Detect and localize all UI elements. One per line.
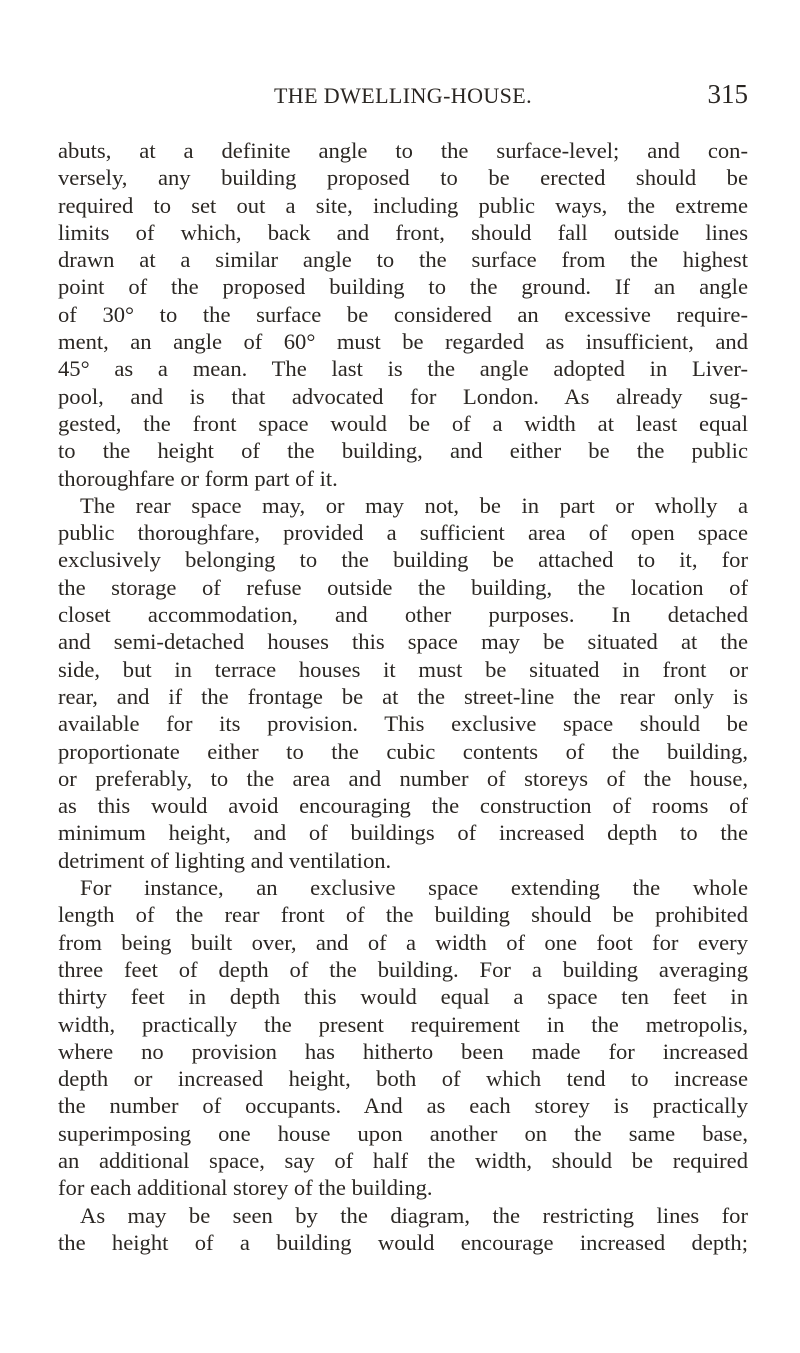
text-line: width, practically the present requirement in the metropolis, — [58, 1011, 748, 1037]
text-line: length of the rear front of the building should be prohibited — [58, 902, 748, 928]
text-line: versely, any building proposed to be erected should be — [58, 165, 748, 191]
text-line: As may be seen by the diagram, the restricting lines for — [80, 1202, 748, 1228]
text-line: 45° as a mean. The last is the angle adopted in Liver- — [58, 356, 748, 382]
paragraph — [58, 137, 748, 492]
text-line: the storage of refuse outside the building, the location of — [58, 574, 748, 600]
text-line: or preferably, to the area and number of storeys of the house, — [58, 765, 748, 791]
running-head — [58, 79, 748, 113]
text-line: an additional space, say of half the width, should be required — [58, 1147, 748, 1173]
text-line: pool, and is that advocated for London. As already sug- — [58, 383, 748, 409]
text-line: closet accommodation, and other purposes. In detached — [58, 602, 748, 628]
text-line: abuts, at a definite angle to the surface-level; and con- — [58, 138, 748, 163]
text-line: the height of a building would encourage increased depth; — [58, 1229, 748, 1255]
paragraph — [58, 492, 748, 874]
body-text — [58, 137, 748, 1256]
paragraph — [58, 1202, 748, 1257]
text-line: detriment of lighting and ventilation. — [58, 847, 392, 873]
page-number: 315 — [707, 79, 748, 109]
text-line: minimum height, and of buildings of increased depth to the — [58, 820, 748, 846]
text-line: The rear space may, or may not, be in part or wholly a — [80, 492, 748, 518]
text-line: proportionate either to the cubic contents of the building, — [58, 738, 748, 764]
text-line: where no provision has hitherto been made for increased — [58, 1038, 748, 1064]
text-line: to the height of the building, and either be the public — [58, 438, 748, 464]
text-line: of 30° to the surface be considered an excessive require- — [58, 301, 748, 327]
text-line: required to set out a site, including public ways, the extreme — [58, 192, 748, 218]
text-line: limits of which, back and front, should fall outside lines — [58, 219, 748, 245]
text-line: point of the proposed building to the ground. If an angle — [58, 274, 748, 300]
text-line: rear, and if the frontage be at the street-line the rear only is — [58, 683, 748, 709]
text-line: the number of occupants. And as each storey is practically — [58, 1093, 748, 1119]
text-line: public thoroughfare, provided a sufficient area of open space — [58, 520, 748, 546]
text-line: for each additional storey of the building. — [58, 1175, 433, 1201]
text-line: gested, the front space would be of a width at least equal — [58, 410, 748, 436]
text-line: three feet of depth of the building. For a building averaging — [58, 956, 748, 982]
text-line: exclusively belonging to the building be attached to it, for — [58, 547, 748, 573]
text-line: side, but in terrace houses it must be situated in front or — [58, 656, 748, 682]
text-line: For instance, an exclusive space extending the whole — [80, 875, 748, 901]
paragraph — [58, 874, 748, 1202]
text-line: thirty feet in depth this would equal a space ten feet in — [58, 984, 748, 1010]
text-line: available for its provision. This exclusive space should be — [58, 711, 748, 737]
text-line: depth or increased height, both of which tend to increase — [58, 1066, 748, 1092]
text-line: drawn at a similar angle to the surface from the highest — [58, 247, 748, 273]
text-line: superimposing one house upon another on the same base, — [58, 1120, 748, 1146]
text-line: from being built over, and of a width of one foot for every — [58, 929, 748, 955]
running-title: THE DWELLING-HOUSE. — [273, 83, 533, 108]
text-line: ment, an angle of 60° must be regarded as insufficient, and — [58, 329, 748, 355]
text-line: thoroughfare or form part of it. — [58, 465, 338, 491]
text-line: and semi-detached houses this space may be situated at the — [58, 629, 748, 655]
text-line: as this would avoid encouraging the construction of rooms of — [58, 793, 748, 819]
